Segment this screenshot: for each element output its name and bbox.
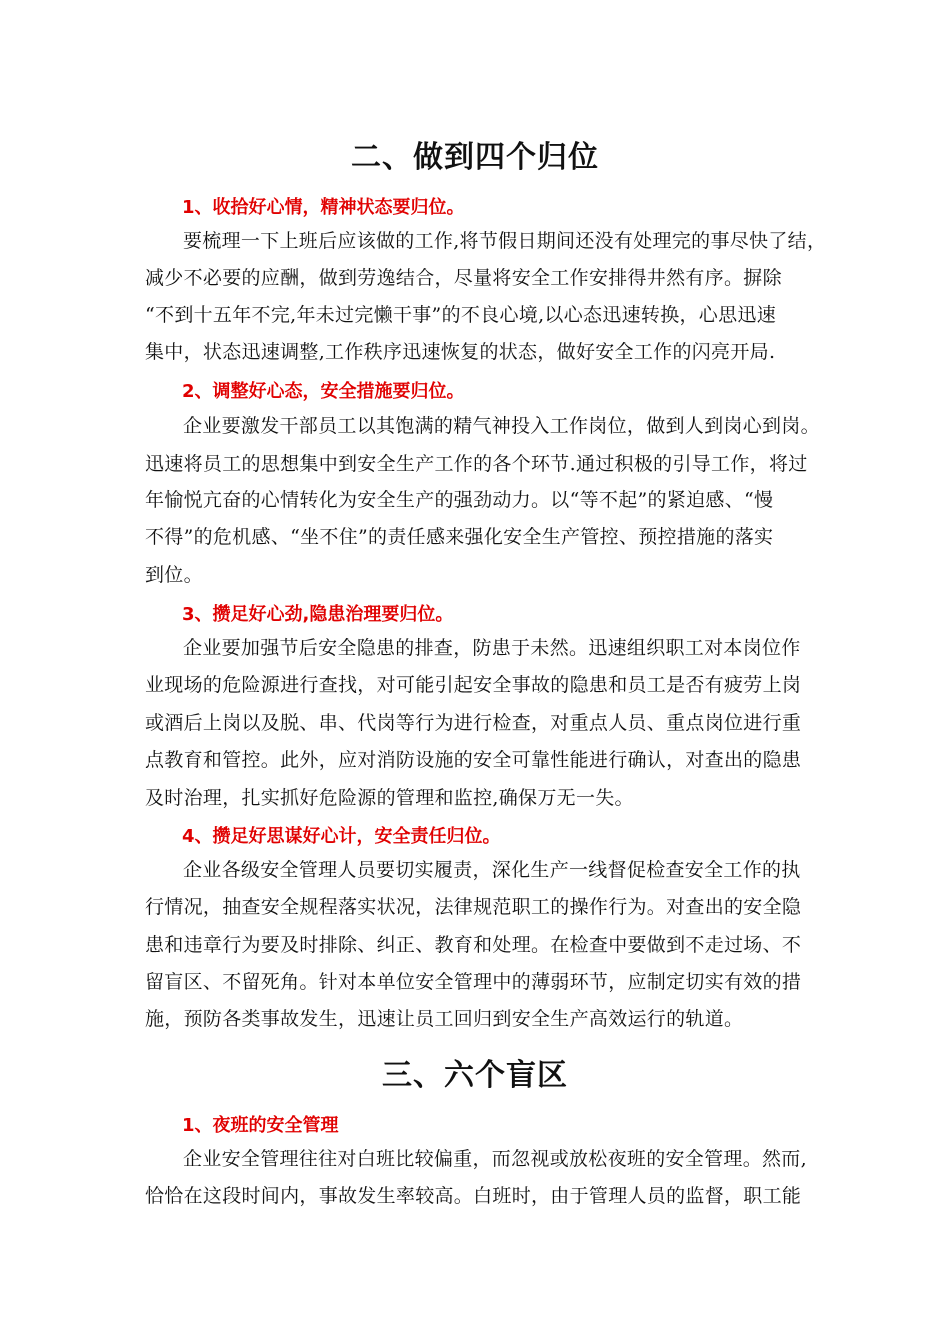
- paragraph-line: 企业要加强节后安全隐患的排查，防患于未然。迅速组织职工对本岗位作: [183, 637, 801, 659]
- paragraph-line: 留盲区、不留死角。针对本单位安全管理中的薄弱环节，应制定切实有效的措: [145, 971, 802, 993]
- paragraph-line: 要梳理一下上班后应该做的工作,将节假日期间还没有处理完的事尽快了结，: [183, 230, 827, 252]
- paragraph-line: 施，预防各类事故发生，迅速让员工回归到安全生产高效运行的轨道。: [145, 1008, 744, 1030]
- paragraph-line: 减少不必要的应酬，做到劳逸结合，尽量将安全工作安排得井然有序。摒除: [145, 267, 782, 289]
- paragraph-line: 及时治理，扎实抓好危险源的管理和监控,确保万无一失。: [145, 787, 634, 809]
- paragraph-line: 到位。: [145, 564, 203, 586]
- paragraph-line: 恰恰在这段时间内，事故发生率较高。白班时，由于管理人员的监督，职工能: [145, 1185, 802, 1207]
- paragraph-line: 不得”的危机感、“坐不住”的责任感来强化安全生产管控、预控措施的落实: [145, 526, 774, 548]
- paragraph-line: 集中，状态迅速调整,工作秩序迅速恢复的状态，做好安全工作的闪亮开局.: [145, 341, 776, 363]
- paragraph-line: 点教育和管控。此外，应对消防设施的安全可靠性能进行确认，对查出的隐患: [145, 749, 802, 771]
- section-title: 二、做到四个归位: [351, 140, 599, 175]
- section-title: 三、六个盲区: [382, 1058, 568, 1093]
- paragraph-line: 企业各级安全管理人员要切实履责，深化生产一线督促检查安全工作的执: [183, 859, 801, 881]
- subsection-heading: 3、攒足好心劲,隐患治理要归位。: [182, 604, 454, 625]
- paragraph-line: 患和违章行为要及时排除、纠正、教育和处理。在检查中要做到不走过场、不: [145, 934, 802, 956]
- paragraph-line: 业现场的危险源进行查找，对可能引起安全事故的隐患和员工是否有疲劳上岗: [145, 674, 802, 696]
- paragraph-line: “不到十五年不完,年未过完懒干事”的不良心境,以心态迅速转换，心思迅速: [145, 304, 777, 326]
- paragraph-line: 或酒后上岗以及脱、串、代岗等行为进行检查，对重点人员、重点岗位进行重: [145, 712, 802, 734]
- paragraph-line: 迅速将员工的思想集中到安全生产工作的各个环节.通过积极的引导工作，将过: [145, 453, 808, 475]
- subsection-heading: 1、收拾好心情，精神状态要归位。: [182, 197, 465, 218]
- paragraph-line: 企业安全管理往往对白班比较偏重，而忽视或放松夜班的安全管理。然而,: [183, 1148, 807, 1170]
- paragraph-line: 企业要激发干部员工以其饱满的精气神投入工作岗位，做到人到岗心到岗。: [183, 415, 820, 437]
- paragraph-line: 行情况，抽查安全规程落实状况，法律规范职工的操作行为。对查出的安全隐: [145, 896, 802, 918]
- paragraph-line: 年愉悦亢奋的心情转化为安全生产的强劲动力。以“等不起”的紧迫感、“慢: [145, 489, 774, 511]
- subsection-heading: 4、攒足好思谋好心计，安全责任归位。: [182, 826, 501, 847]
- subsection-heading: 1、夜班的安全管理: [182, 1115, 339, 1136]
- subsection-heading: 2、调整好心态，安全措施要归位。: [182, 381, 465, 402]
